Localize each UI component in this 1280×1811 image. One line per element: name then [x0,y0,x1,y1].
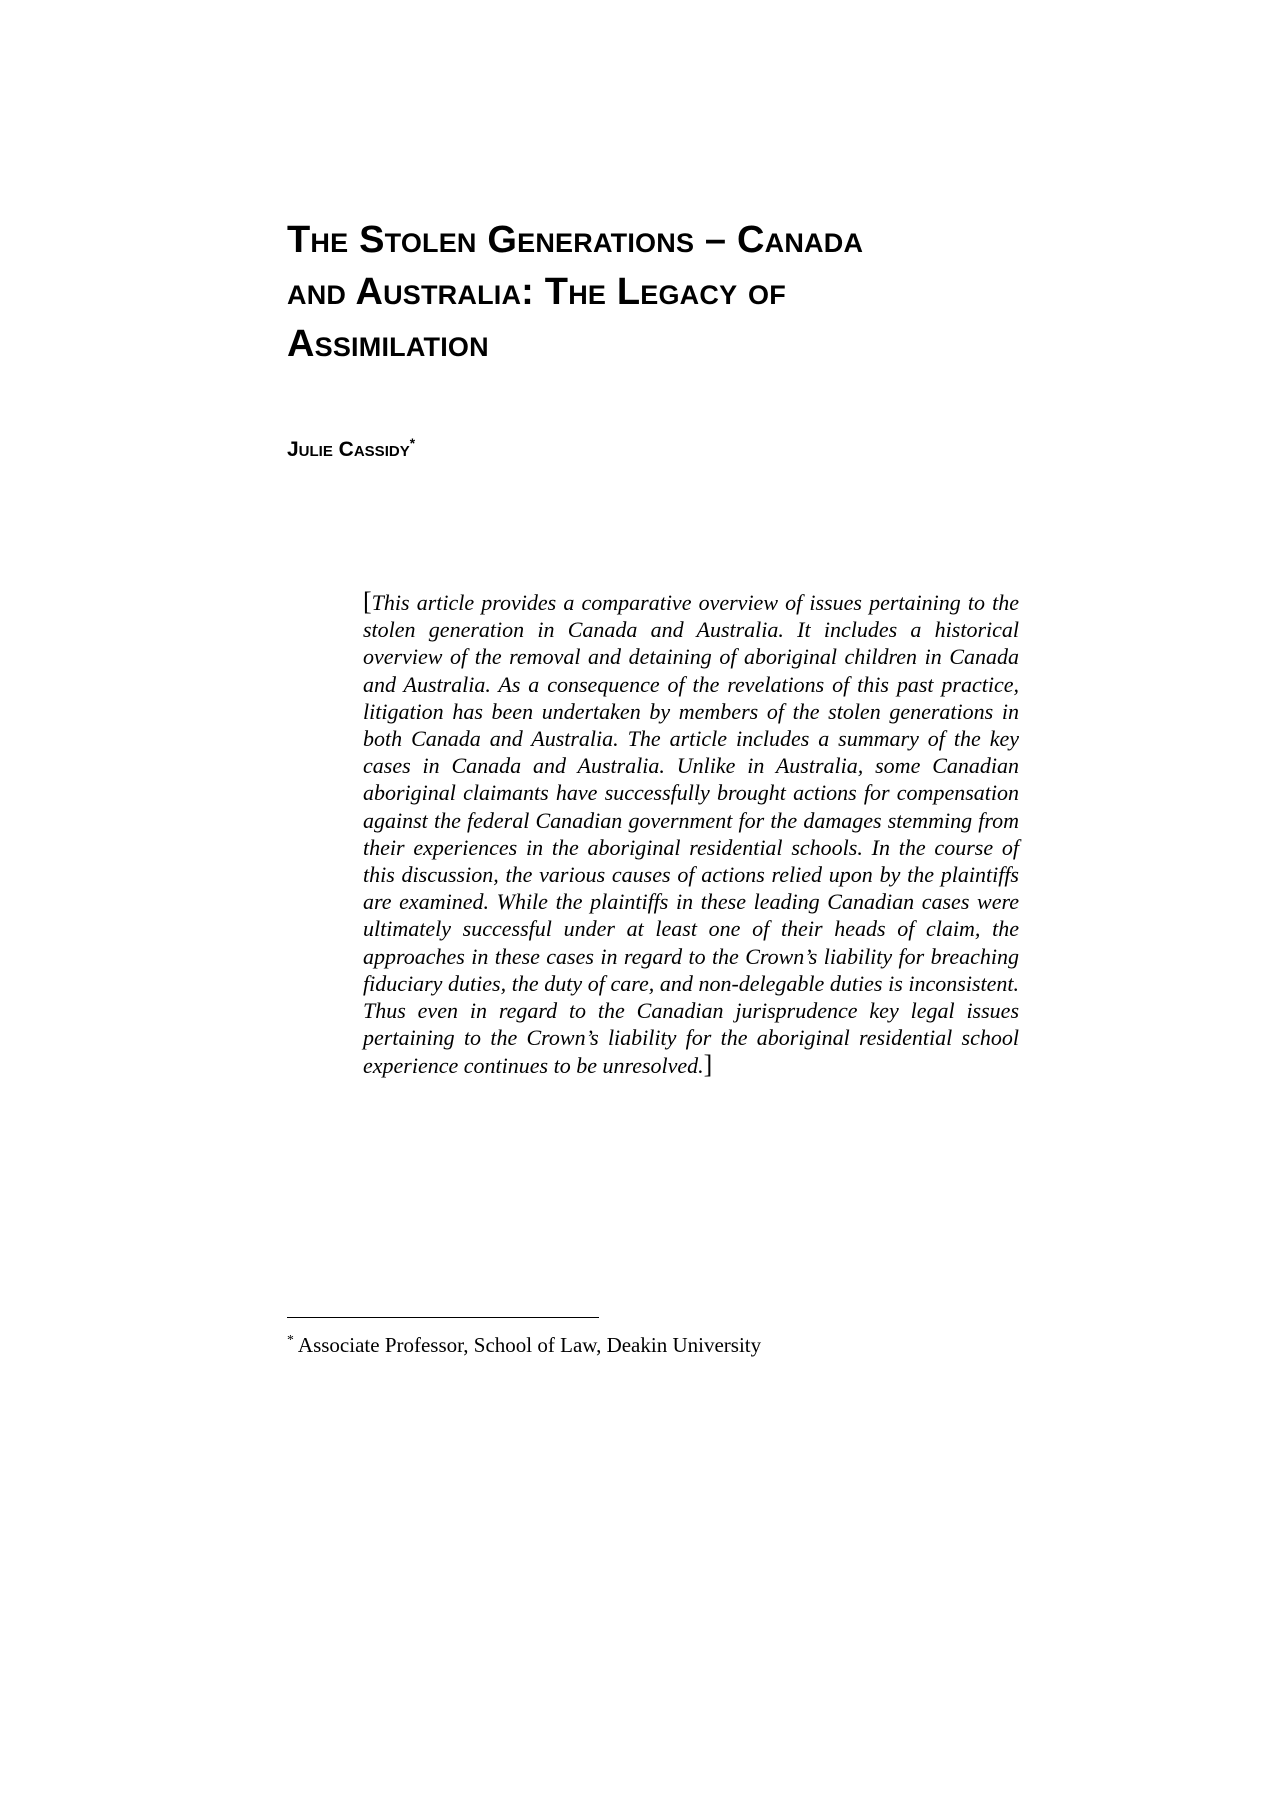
article-title-line-3: Assimilation [287,323,489,365]
abstract [363,588,1019,1080]
abstract-close-bracket: ] [703,1050,713,1080]
abstract-open-bracket: [ [363,587,372,616]
footnote-separator [287,1317,599,1318]
article-title-line-1: The Stolen Generations – Canada [287,219,864,261]
author-footnote-marker: * [409,436,416,451]
author-name: Julie Cassidy [287,438,410,461]
footnote-marker: * [287,1332,294,1347]
footnote-text: Associate Professor, School of Law, Deakin University [297,1333,762,1357]
author-byline [287,438,415,462]
article-title [287,214,1047,370]
abstract-text: This article provides a comparative overview of issues pertaining to the stolen generation in Canada and Australia. It includes a historical overview of the removal and detaining of aboriginal children in Canada and Australia. As a consequence of the revelations of this past practice, litigation has been undertaken by members of the stolen generations in both Canada and Australia. The article includes a summary of the key cases in Canada and Australia. Unlike in Australia, some Canadian aboriginal claimants have successfully brought actions for compensation against the federal Canadian government for the damages stemming from their experiences in the aboriginal residential schools. In the course of this discussion, the various causes of actions relied upon by the plaintiffs are examined. While the plaintiffs in these leading Canadian cases were ultimately successful under at least one of their heads of claim, the approaches in these cases in regard to the Crown’s liability for breaching fiduciary duties, the duty of care, and non-delegable duties is inconsistent. Thus even in regard to the Canadian jurisprudence key legal issues pertaining to the Crown’s liability for the aboriginal residential school experience continues to be unresolved. [363,590,1019,1079]
footnote [287,1333,761,1358]
article-title-line-2: and Australia: The Legacy of [287,271,786,313]
